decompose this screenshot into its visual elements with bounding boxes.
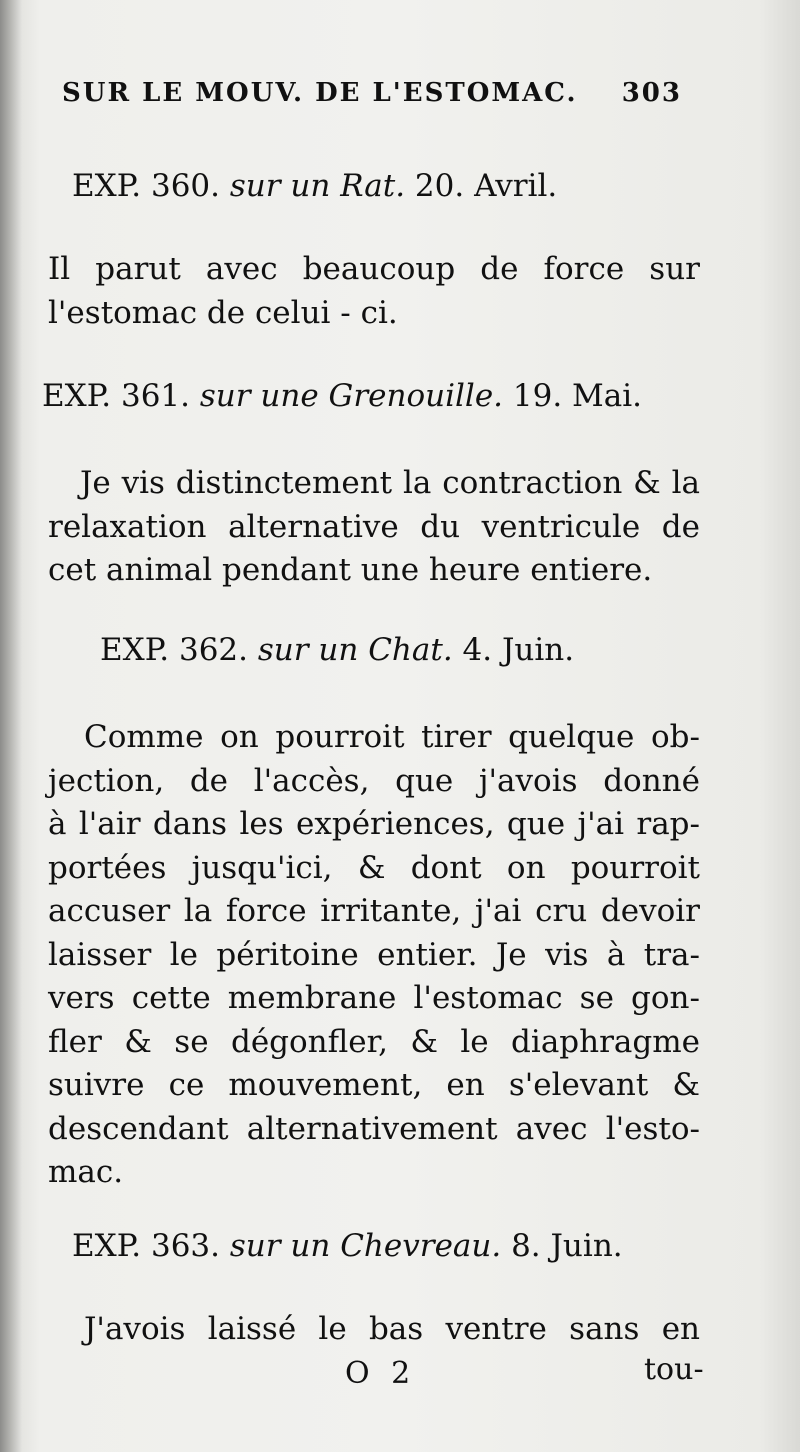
experiment-paragraph: [48, 248, 700, 335]
text-line: l'estomac de celui - ci.: [48, 294, 398, 331]
text-line: accuser la force irritante, j'ai cru devoir: [48, 893, 700, 929]
text-line: Comme on pourroit tirer quelque ob-: [84, 719, 700, 755]
spine-shadow: [0, 0, 22, 1452]
experiment-paragraph: [48, 1308, 700, 1352]
heading-prefix: EXP. 362.: [100, 632, 249, 668]
text-line: jection, de l'accès, que j'avois donné: [48, 762, 700, 799]
text-line: portées jusqu'ici, & dont on pourroit: [48, 849, 700, 886]
heading-date: 20. Avril.: [414, 168, 558, 204]
text-line: mac.: [48, 1154, 124, 1190]
text-line: vers cette membrane l'estomac se gon-: [48, 980, 700, 1016]
experiment-paragraph: [48, 462, 700, 593]
text-line: fler & se dégonfler, & le diaphragme: [48, 1023, 700, 1060]
text-line: relaxation alternative du ventricule de: [48, 508, 700, 545]
text-line: à l'air dans les expériences, que j'ai rap-: [48, 806, 700, 842]
experiment-heading: [100, 632, 574, 668]
heading-subject: sur une Grenouille.: [199, 378, 504, 414]
catchword: tou-: [644, 1352, 704, 1387]
text-line: descendant alternativement avec l'esto-: [48, 1110, 700, 1147]
text-line: J'avois laissé le bas ventre sans en: [84, 1311, 700, 1347]
heading-date: 19. Mai.: [512, 378, 643, 414]
heading-subject: sur un Chevreau.: [229, 1228, 502, 1264]
heading-prefix: EXP. 360.: [72, 168, 221, 204]
heading-prefix: EXP. 363.: [72, 1228, 221, 1264]
text-line: Je vis distinctement la contraction & la: [80, 465, 700, 501]
text-line: cet animal pendant une heure entiere.: [48, 552, 653, 588]
heading-subject: sur un Chat.: [257, 632, 453, 668]
heading-subject: sur un Rat.: [229, 168, 406, 204]
heading-date: 4. Juin.: [462, 632, 575, 668]
page-number: 303: [621, 78, 682, 108]
running-title: SUR LE MOUV. DE L'ESTOMAC.: [62, 78, 578, 108]
text-line: Il parut avec beaucoup de force sur: [48, 251, 700, 287]
experiment-heading: [42, 378, 642, 414]
experiment-heading: [72, 1228, 623, 1264]
experiment-paragraph: [48, 716, 700, 1195]
heading-prefix: EXP. 361.: [42, 378, 191, 414]
text-line: laisser le péritoine entier. Je vis à tra-: [48, 936, 700, 973]
text-line: suivre ce mouvement, en s'elevant &: [48, 1067, 700, 1103]
experiment-heading: [72, 168, 557, 204]
heading-date: 8. Juin.: [511, 1228, 623, 1264]
running-head: [62, 78, 682, 108]
signature-mark: O 2: [345, 1356, 417, 1391]
